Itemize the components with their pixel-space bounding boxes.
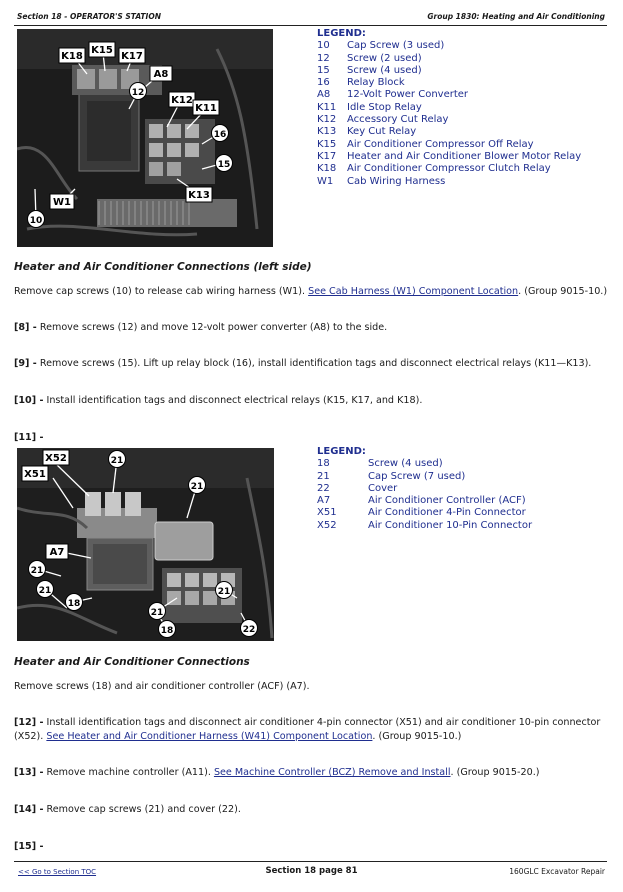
link-machine-controller-bcz[interactable]: See Machine Controller (BCZ) Remove and Install: [213, 767, 451, 778]
svg-text:X51: X51: [24, 469, 46, 480]
paragraph-remove-controller: Remove screws (18) and air conditioner controller (ACF) (A7).: [14, 681, 310, 692]
svg-text:18: 18: [160, 626, 174, 636]
legend-item: 21 Cap Screw (7 used): [317, 470, 466, 482]
legend-title: LEGEND:: [317, 28, 366, 39]
paragraph-remove-cap-screws: [14, 285, 608, 299]
paragraph-text: . (Group 9015-10.): [518, 286, 608, 297]
svg-text:21: 21: [110, 456, 124, 466]
section-toc-link[interactable]: << Go to Section TOC: [18, 868, 97, 876]
step-15: [14, 840, 608, 854]
section-title-connections: Heater and Air Conditioner Connections: [14, 656, 250, 668]
step-label: [12] -: [14, 717, 44, 728]
legend-item: A7 Air Conditioner Controller (ACF): [317, 495, 526, 507]
callout-21: [216, 582, 233, 599]
step-14: [14, 803, 608, 817]
step-label: [13] -: [14, 767, 44, 778]
step-text: Install identification tags and disconnect air conditioner 4-pin connector (X51) and air conditioner 10-pin connector (X52).: [14, 717, 601, 742]
step-text: Remove cap screws (21) and cover (22).: [43, 804, 241, 815]
document-title: 160GLC Excavator Repair: [509, 867, 605, 876]
group-header: Group 1830: Heating and Air Conditioning: [427, 12, 605, 21]
step-label: [15] -: [14, 841, 44, 852]
section-title-left-side: Heater and Air Conditioner Connections (left side): [14, 261, 312, 273]
section-header: Section 18 - OPERATOR'S STATION: [17, 12, 161, 21]
callout-21: [189, 477, 206, 494]
callout-k15: [89, 42, 115, 57]
step-13: [14, 766, 608, 780]
svg-text:A8: A8: [153, 69, 169, 80]
svg-text:K13: K13: [188, 190, 210, 201]
paragraph-text: Remove cap screws (10) to release cab wiring harness (W1).: [14, 286, 309, 297]
legend-item: 12 Screw (2 used): [317, 52, 422, 64]
svg-text:K11: K11: [195, 103, 217, 114]
callout-k17: [119, 48, 145, 63]
callout-18: [159, 621, 176, 638]
legend-figure-2: [317, 446, 532, 532]
link-cab-harness-w1[interactable]: See Cab Harness (W1) Component Location: [308, 286, 519, 297]
page-number: Section 18 page 81: [265, 866, 358, 876]
legend-item: K12 Accessory Cut Relay: [317, 114, 449, 126]
svg-text:12: 12: [131, 88, 145, 98]
callout-x51: [22, 466, 48, 481]
step-label: [8] -: [14, 322, 37, 333]
figure-relay-compartment-photo: [17, 29, 273, 247]
callout-22: [241, 620, 258, 637]
step-label: [10] -: [14, 395, 44, 406]
legend-item: X52 Air Conditioner 10-Pin Connector: [317, 519, 533, 531]
figure-ac-controller-photo: [17, 448, 274, 641]
legend-item: W1 Cab Wiring Harness: [317, 175, 446, 187]
callout-10: [28, 211, 45, 228]
legend-item: K13 Key Cut Relay: [317, 126, 417, 138]
legend-title: LEGEND:: [317, 446, 366, 457]
legend-item: 18 Screw (4 used): [317, 458, 443, 470]
legend-figure-1: [317, 28, 581, 188]
footer-rule: [14, 861, 607, 862]
svg-text:K15: K15: [91, 45, 113, 56]
step-label: [14] -: [14, 804, 44, 815]
svg-text:16: 16: [213, 130, 227, 140]
svg-text:21: 21: [190, 482, 204, 492]
svg-text:18: 18: [67, 599, 81, 609]
svg-text:A7: A7: [49, 547, 65, 558]
callout-k18: [59, 48, 85, 63]
callout-21: [29, 561, 46, 578]
legend-item: K11 Idle Stop Relay: [317, 101, 422, 113]
callout-21: [37, 581, 54, 598]
callout-k13: [186, 187, 212, 202]
legend-item: 22 Cover: [317, 482, 398, 494]
svg-text:X52: X52: [45, 453, 67, 464]
legend-item: A8 12-Volt Power Converter: [317, 89, 469, 101]
legend-item: K15 Air Conditioner Compressor Off Relay: [317, 138, 534, 150]
legend-item: K18 Air Conditioner Compressor Clutch Relay: [317, 163, 551, 175]
step-10: [14, 394, 608, 408]
legend-item: 16 Relay Block: [317, 77, 405, 89]
step-8: [14, 321, 608, 335]
svg-text:15: 15: [217, 160, 231, 170]
svg-text:21: 21: [30, 566, 44, 576]
callout-21: [149, 603, 166, 620]
step-text: Install identification tags and disconnect electrical relays (K15, K17, and K18).: [43, 395, 423, 406]
step-12: [14, 716, 608, 744]
step-text: . (Group 9015-20.): [450, 767, 540, 778]
step-text: Remove screws (15). Lift up relay block (16), install identification tags and disconnect electrical relays (K11—K13).: [36, 358, 592, 369]
step-text: Remove screws (12) and move 12-volt power converter (A8) to the side.: [36, 322, 388, 333]
svg-text:21: 21: [150, 608, 164, 618]
callout-18: [66, 594, 83, 611]
header-rule: [14, 25, 607, 26]
legend-item: X51 Air Conditioner 4-Pin Connector: [317, 507, 526, 519]
svg-text:W1: W1: [53, 197, 71, 208]
callout-16: [212, 125, 229, 142]
legend-item: K17 Heater and Air Conditioner Blower Motor Relay: [317, 150, 582, 162]
step-text: . (Group 9015-10.): [372, 731, 462, 742]
svg-text:K12: K12: [171, 95, 193, 106]
callout-w1: [50, 194, 74, 209]
svg-text:K18: K18: [61, 51, 83, 62]
callout-k12: [169, 92, 195, 107]
svg-text:22: 22: [242, 625, 256, 635]
step-label: [11] -: [14, 432, 44, 443]
callout-15: [216, 155, 233, 172]
callout-x52: [43, 450, 69, 465]
svg-text:21: 21: [38, 586, 52, 596]
step-text: Remove machine controller (A11).: [43, 767, 214, 778]
legend-item: 10 Cap Screw (3 used): [317, 40, 445, 52]
callout-a7: [46, 544, 68, 559]
callout-12: [130, 83, 147, 100]
svg-text:21: 21: [217, 587, 231, 597]
step-9: [14, 357, 608, 371]
svg-text:10: 10: [29, 216, 43, 226]
legend-item: 15 Screw (4 used): [317, 64, 422, 76]
callout-k11: [193, 100, 219, 115]
callout-21: [109, 451, 126, 468]
step-label: [9] -: [14, 358, 37, 369]
link-heater-ac-harness-w41[interactable]: See Heater and Air Conditioner Harness (W41) Component Location: [46, 731, 373, 742]
svg-text:K17: K17: [121, 51, 143, 62]
callout-a8: [150, 66, 172, 81]
step-11: [14, 431, 608, 445]
